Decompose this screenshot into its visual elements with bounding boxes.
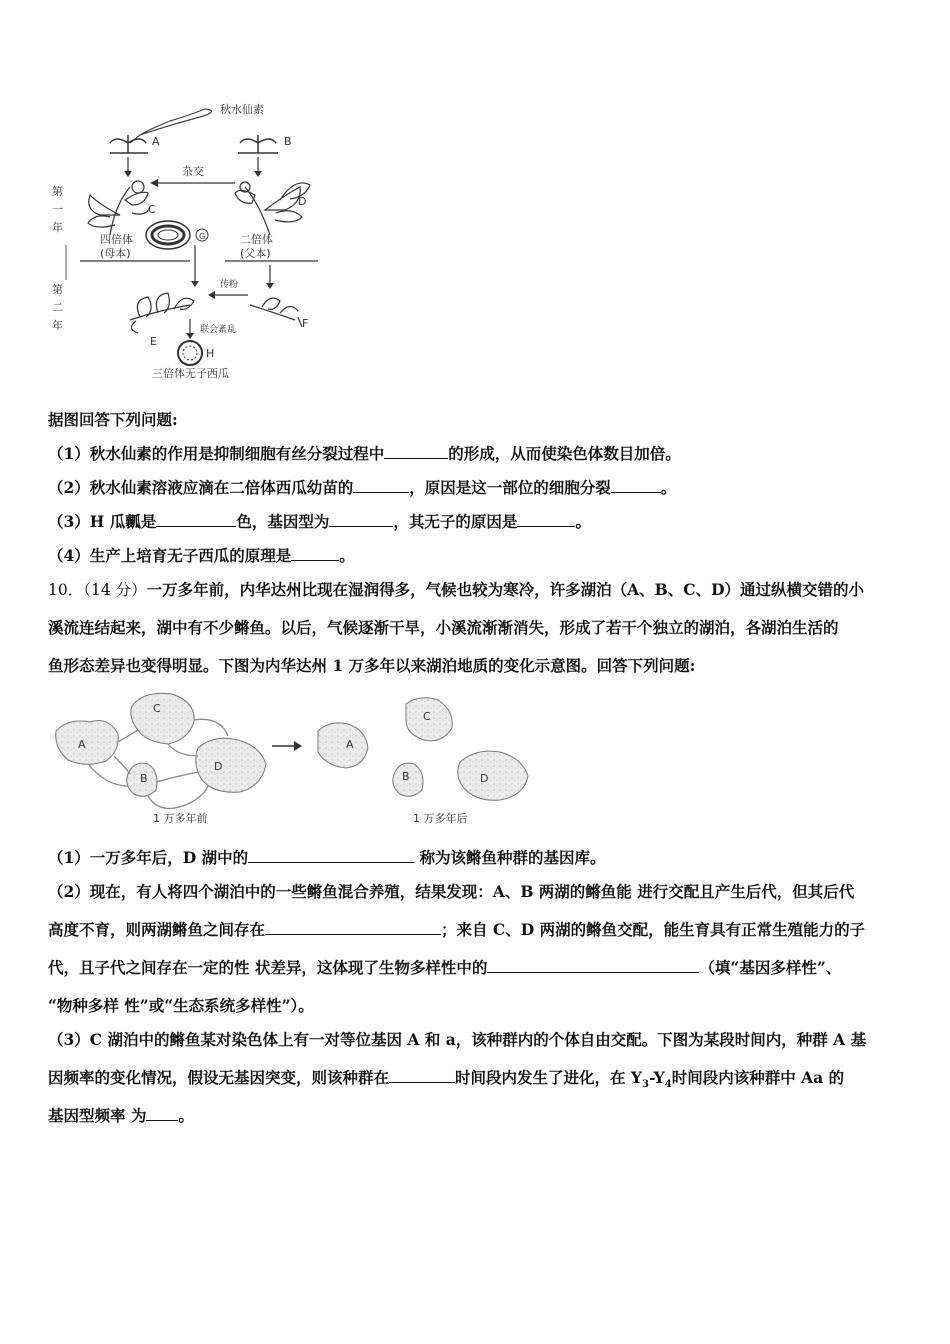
synapsis-label: 联会紊乱: [200, 325, 237, 335]
svg-text:第: 第: [52, 283, 63, 296]
before-caption: 1 万多年前: [153, 812, 208, 825]
q10-sub2-line3: 代，且子代之间存在一定的性 状差异，这体现了生物多样性中的 （填“基因多样性”、: [48, 958, 842, 977]
plant-e-icon: [130, 293, 194, 333]
svg-text:一: 一: [52, 203, 63, 216]
q9-part1: （1）秋水仙素的作用是抑制细胞有丝分裂过程中 的形成，从而使染色体数目加倍。: [48, 444, 681, 463]
q10-sub3-line2: 因频率的变化情况，假设无基因突变，则该种群在 时间段内发生了进化，在 $Y_3-Y_4$时间段内该种群中 Aa 的: [48, 1068, 845, 1091]
label-c: C: [148, 203, 156, 216]
q9-part4: （4）生产上培育无子西瓜的原理是 。: [48, 546, 355, 565]
dropper-icon: [140, 109, 211, 135]
svg-text:B: B: [402, 770, 410, 783]
diploid-label: 二倍体: [240, 233, 273, 246]
svg-text:B: B: [140, 772, 148, 785]
q9-part2: （2）秋水仙素溶液应滴在二倍体西瓜幼苗的 ，原因是这一部位的细胞分裂 。: [48, 478, 677, 497]
q10-line3: 鱼形态差异也变得明显。下图为内华达州 1 万多年以来湖泊地质的变化示意图。回答下列问题:: [48, 656, 696, 675]
label-h: H: [206, 347, 215, 360]
tetraploid-label: 四倍体: [100, 233, 133, 246]
label-f: F: [302, 317, 309, 330]
q10-line2: 溪流连结起来，湖中有不少鳉鱼。以后，气候逐渐干旱，小溪流渐渐消失，形成了若干个独立的湖泊，各湖泊生活的: [48, 618, 839, 637]
label-g: G: [199, 232, 206, 241]
q9-part3: （3）H 瓜瓤是 色，基因型为 ，其无子的原因是 。: [48, 512, 591, 531]
label-a: A: [152, 135, 160, 148]
q9-intro: 据图回答下列问题:: [48, 410, 178, 429]
svg-text:二: 二: [52, 301, 63, 314]
watermelon-g-icon: [146, 221, 190, 249]
seedling-a-icon: [110, 135, 148, 153]
tetraploid-plant-icon: [88, 181, 150, 235]
answer-blank[interactable]: [389, 1068, 455, 1083]
q10-sub2-line2: 高度不育，则两湖鳉鱼之间存在 ；来自 C、D 两湖的鳉鱼交配，能生育具有正常生殖能力的子: [48, 920, 866, 939]
svg-text:D: D: [214, 760, 223, 773]
svg-text:A: A: [346, 738, 354, 751]
svg-text:D: D: [480, 772, 489, 785]
answer-blank[interactable]: [156, 512, 236, 527]
q10-sub3-line3: 基因型频率 为 。: [48, 1106, 194, 1125]
svg-text:C: C: [153, 702, 161, 715]
q10-line1: 10．（14 分）一万多年前，内华达州比现在湿润得多，气候也较为寒冷，许多湖泊（A、B、C、D）通过纵横交错的小: [48, 580, 865, 599]
svg-text:年: 年: [52, 221, 63, 234]
answer-blank[interactable]: [611, 478, 661, 493]
seedling-b-icon: [238, 135, 278, 153]
label-e: E: [150, 335, 157, 348]
answer-blank[interactable]: [517, 512, 575, 527]
q10-sub3-line1: （3）C 湖泊中的鳉鱼某对染色体上有一对等位基因 A 和 a，该种群内的个体自由交配。下图为某段时间内，种群 A 基: [48, 1030, 867, 1049]
seedless-watermelon-h-icon: [178, 341, 202, 365]
answer-blank[interactable]: [248, 848, 414, 863]
mother-label: (母本): [100, 247, 131, 260]
answer-blank[interactable]: [329, 512, 393, 527]
after-caption: 1 万多年后: [413, 812, 468, 825]
seedless-label: 三倍体无子西瓜: [152, 367, 229, 380]
answer-blank[interactable]: [291, 546, 339, 561]
cross-label: 杂交: [182, 165, 204, 178]
pollination-label: 传粉: [220, 280, 239, 290]
label-b: B: [284, 135, 292, 148]
answer-blank[interactable]: [487, 958, 699, 973]
q10-sub1: （1）一万多年后，D 湖中的 称为该鳉鱼种群的基因库。: [48, 848, 606, 867]
answer-blank[interactable]: [265, 920, 441, 935]
lakes-figure: [48, 686, 538, 831]
svg-text:C: C: [423, 710, 431, 723]
svg-text:A: A: [78, 738, 86, 751]
answer-blank[interactable]: [353, 478, 409, 493]
q10-number: 10．（14 分）: [48, 581, 147, 599]
answer-blank[interactable]: [384, 444, 448, 459]
q10-sub2-line1: （2）现在，有人将四个湖泊中的一些鳉鱼混合养殖，结果发现：A、B 两湖的鳉鱼能 进行交配且产生后代，但其后代: [48, 882, 855, 901]
father-label: (父本): [240, 247, 271, 260]
svg-text:年: 年: [52, 319, 63, 332]
answer-blank[interactable]: [146, 1106, 178, 1121]
plant-f-icon: [250, 298, 302, 327]
diploid-plant-icon: [235, 182, 310, 235]
q10-sub2-line4: “物种多样 性”或“生态系统多样性”）。: [48, 996, 314, 1015]
label-d: D: [298, 195, 307, 208]
svg-text:第: 第: [52, 185, 63, 198]
watermelon-breeding-figure: [40, 95, 340, 385]
colchicine-label: 秋水仙素: [220, 103, 264, 116]
